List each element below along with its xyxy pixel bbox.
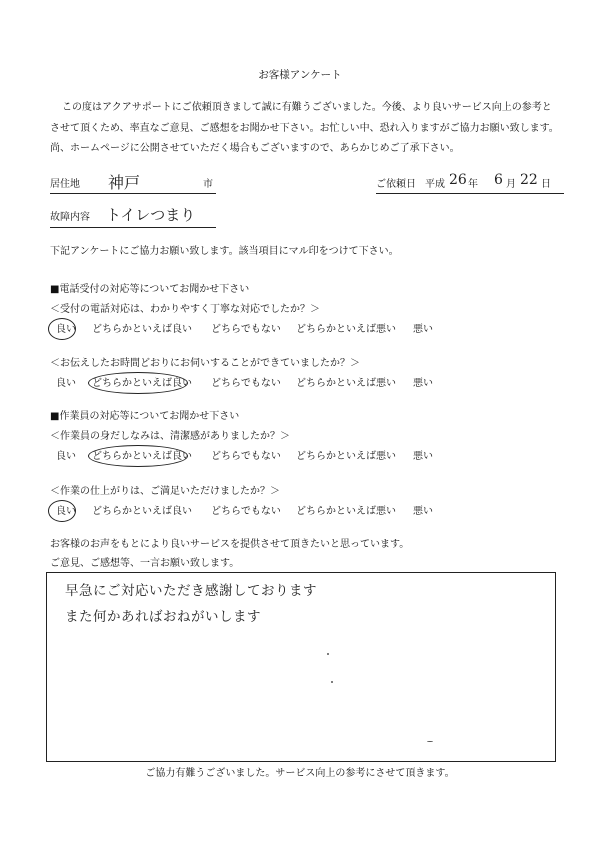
q2-selection-circle (88, 372, 188, 394)
residence-label: 居住地 (50, 179, 80, 190)
section-heading-staff: ■作業員の対応等についてお聞かせ下さい (50, 411, 240, 422)
q3-selection-circle (88, 445, 188, 467)
q2-option-good[interactable]: 良い (56, 378, 76, 389)
q1-option-bad[interactable]: 悪い (413, 324, 433, 335)
residence-suffix: 市 (203, 179, 213, 190)
request-date-era: 平成 (425, 179, 445, 190)
q3-option-somewhat-bad[interactable]: どちらかといえば悪い (296, 451, 396, 462)
speck (327, 653, 329, 655)
q1-option-somewhat-bad[interactable]: どちらかといえば悪い (296, 324, 396, 335)
speck (427, 741, 433, 742)
comment-line-2: また何かあればおねがいします (65, 609, 261, 625)
comment-box[interactable] (46, 572, 556, 762)
residence-underline (50, 193, 216, 194)
question-2: ＜お伝えしたお時間どおりにお伺いすることができていましたか？＞ (50, 358, 360, 369)
q1-selection-circle (48, 318, 76, 340)
q4-option-good[interactable]: 良い (56, 506, 76, 517)
question-4: ＜作業の仕上がりは、ご満足いただけましたか？＞ (50, 486, 280, 497)
q4-selection-circle (48, 500, 76, 522)
q4-option-somewhat-good[interactable]: どちらかといえば良い (92, 506, 192, 517)
q2-option-somewhat-bad[interactable]: どちらかといえば悪い (296, 378, 396, 389)
request-date-month: 6 (494, 172, 503, 188)
fault-underline (50, 227, 216, 228)
question-1: ＜受付の電話対応は、わかりやすく丁寧な対応でしたか？＞ (50, 304, 320, 315)
request-date-month-unit: 月 (506, 179, 516, 190)
section-heading-phone: ■電話受付の対応等についてお聞かせ下さい (50, 284, 250, 295)
closing-prompt-2: ご意見、ご感想等、一言お願い致します。 (50, 558, 240, 569)
survey-title: お客様アンケート (258, 69, 342, 81)
q3-option-neutral[interactable]: どちらでもない (211, 451, 281, 462)
intro-line-1: この度はアクアサポートにご依頼頂きまして誠に有難うございました。今後、より良いサービス向上の参考と (62, 102, 552, 113)
request-date-underline (376, 193, 564, 194)
q3-option-good[interactable]: 良い (56, 451, 76, 462)
q3-option-somewhat-good[interactable]: どちらかといえば良い (92, 451, 192, 462)
q2-option-somewhat-good[interactable]: どちらかといえば良い (92, 378, 192, 389)
q3-option-bad[interactable]: 悪い (413, 451, 433, 462)
closing-prompt-1: お客様のお声をもとにより良いサービスを提供させて頂きたいと思っています。 (50, 539, 410, 550)
instruction: 下記アンケートにご協力お願い致します。該当項目にマル印をつけて下さい。 (50, 246, 399, 257)
speck (331, 681, 333, 683)
request-date (376, 172, 566, 194)
q1-option-somewhat-good[interactable]: どちらかといえば良い (92, 324, 192, 335)
fault-value: トイレつまり (106, 206, 196, 224)
q4-option-neutral[interactable]: どちらでもない (211, 506, 281, 517)
footer-thanks: ご協力有難うございました。サービス向上の参考にさせて頂きます。 (145, 768, 455, 779)
q1-option-neutral[interactable]: どちらでもない (211, 324, 281, 335)
request-date-year: 26 (449, 172, 467, 188)
comment-line-1: 早急にご対応いただき感謝しております (65, 583, 317, 599)
fault-label: 故障内容 (50, 212, 90, 223)
intro-line-2: させて頂くため、率直なご意見、ご感想をお聞かせ下さい。お忙しい中、恐れ入りますがご協力お願い致します。 (50, 123, 559, 134)
q4-option-bad[interactable]: 悪い (413, 506, 433, 517)
request-date-day-unit: 日 (541, 179, 551, 190)
q2-option-neutral[interactable]: どちらでもない (211, 378, 281, 389)
q2-option-bad[interactable]: 悪い (413, 378, 433, 389)
q1-option-good[interactable]: 良い (56, 324, 76, 335)
request-date-day: 22 (520, 172, 538, 188)
q4-option-somewhat-bad[interactable]: どちらかといえば悪い (296, 506, 396, 517)
residence-value: 神戸 (108, 173, 141, 192)
intro-line-3: 尚、ホームページに公開させていただく場合もございますので、あらかじめご了承下さい。 (50, 143, 460, 154)
request-date-label: ご依頼日 (376, 179, 416, 190)
question-3: ＜作業員の身だしなみは、清潔感がありましたか？＞ (50, 431, 290, 442)
request-date-year-unit: 年 (468, 179, 478, 190)
